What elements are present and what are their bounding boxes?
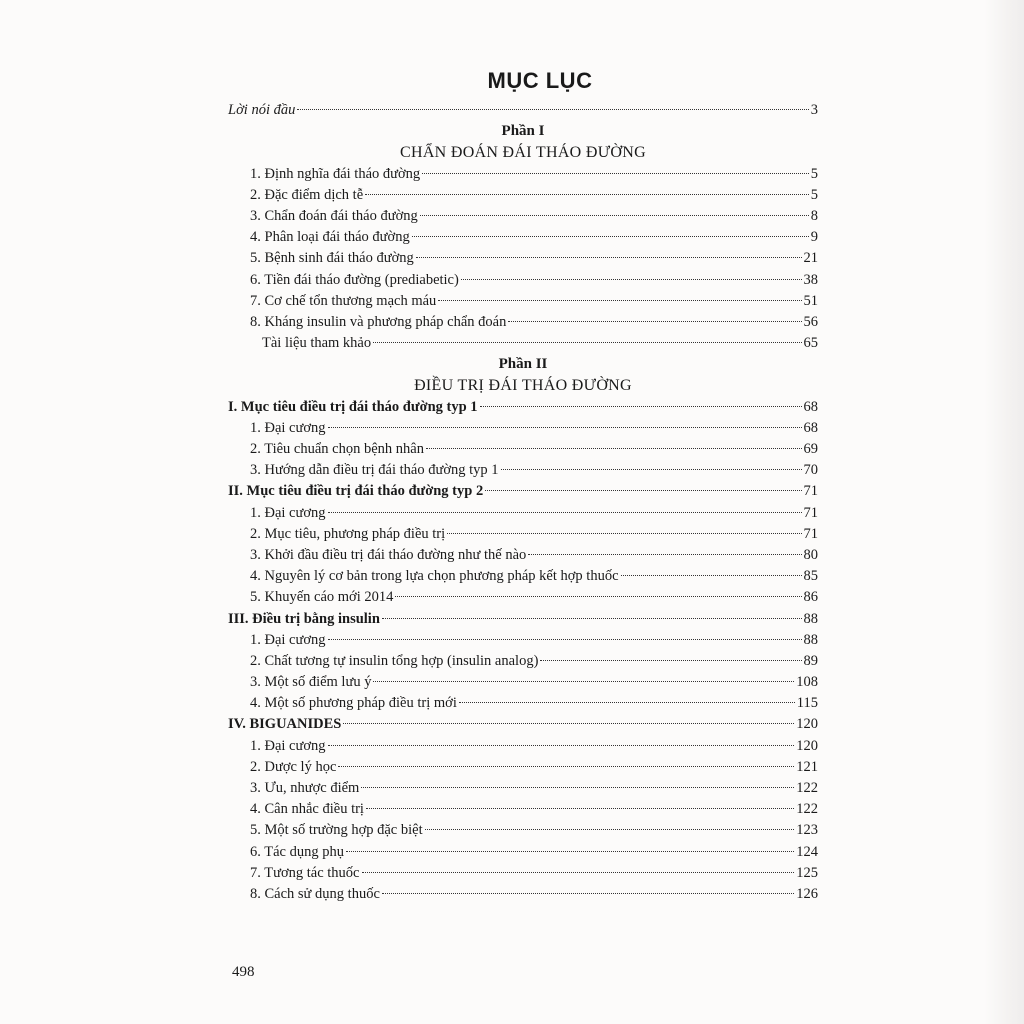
toc-entry[interactable] xyxy=(228,757,818,778)
dot-leader xyxy=(373,342,801,343)
toc-page-number: 86 xyxy=(803,589,818,606)
toc-section-label: IV. BIGUANIDES xyxy=(228,716,342,733)
dot-leader xyxy=(426,448,802,449)
toc-entry[interactable] xyxy=(228,418,818,439)
toc-entry[interactable] xyxy=(228,227,818,248)
toc-entry-label: 7. Cơ chế tổn thương mạch máu xyxy=(250,292,437,309)
toc-section[interactable] xyxy=(228,609,818,630)
toc-entry[interactable] xyxy=(228,587,818,608)
dot-leader xyxy=(361,787,794,788)
dot-leader xyxy=(447,533,801,534)
toc-entry[interactable] xyxy=(228,312,818,333)
toc-page-number: 38 xyxy=(803,271,818,288)
dot-leader xyxy=(328,512,802,513)
toc-entry[interactable] xyxy=(228,270,818,291)
toc-entry[interactable] xyxy=(228,248,818,269)
dot-leader xyxy=(422,173,809,174)
toc-entry-label: 3. Chẩn đoán đái tháo đường xyxy=(250,207,418,224)
toc-entry-label: 2. Tiêu chuẩn chọn bệnh nhân xyxy=(250,441,424,457)
toc-page-number: 5 xyxy=(810,165,818,182)
toc-entry-label: 3. Hướng dẫn điều trị đái tháo đường typ 1 xyxy=(250,462,499,479)
toc-entry-label: 5. Bệnh sinh đái tháo đường xyxy=(250,250,414,267)
toc-entry[interactable] xyxy=(228,884,818,905)
toc-page-number: 71 xyxy=(803,525,818,542)
page-number-footer: 498 xyxy=(232,964,255,980)
toc-page-number: 70 xyxy=(803,462,818,479)
dot-leader xyxy=(366,808,794,809)
toc-entry[interactable] xyxy=(228,503,818,524)
toc-entry[interactable] xyxy=(228,842,818,863)
toc-page-number: 108 xyxy=(796,674,818,691)
toc-page-number: 69 xyxy=(803,441,818,457)
dot-leader xyxy=(461,279,802,280)
dot-leader xyxy=(346,851,794,852)
toc-section[interactable] xyxy=(228,481,818,502)
page-title: MỤC LỤC xyxy=(487,68,593,93)
toc-entry-label: 4. Một số phương pháp điều trị mới xyxy=(250,695,457,712)
toc-entry[interactable] xyxy=(228,672,818,693)
dot-leader xyxy=(328,639,802,640)
toc-page-number: 8 xyxy=(810,207,818,224)
toc-page-number: 68 xyxy=(803,419,818,436)
toc-entry-label: 1. Đại cương xyxy=(250,504,326,521)
toc-page-number: 123 xyxy=(796,822,818,839)
dot-leader xyxy=(485,490,801,491)
toc-section-label: III. Điều trị bằng insulin xyxy=(228,610,380,627)
toc-entry-label: 7. Tương tác thuốc xyxy=(250,864,360,881)
dot-leader xyxy=(425,829,795,830)
dot-leader xyxy=(328,745,795,746)
toc-page-number: 51 xyxy=(803,292,818,309)
toc-page-number: 120 xyxy=(796,737,818,754)
toc-entry-label: 1. Đại cương xyxy=(250,419,326,436)
toc-entry[interactable] xyxy=(228,524,818,545)
dot-leader xyxy=(297,109,808,110)
toc-entry[interactable] xyxy=(228,291,818,312)
toc-entry-label: 5. Một số trường hợp đặc biệt xyxy=(250,822,423,839)
toc-entry-label: 2. Dược lý học xyxy=(250,758,337,775)
toc-entry-label: 8. Cách sử dụng thuốc xyxy=(250,885,380,902)
toc-entry-label: 2. Chất tương tự insulin tổng hợp (insulin analog) xyxy=(250,652,539,669)
toc-page-number: 126 xyxy=(796,885,818,902)
toc-entry-label: 3. Khởi đầu điều trị đái tháo đường như thế nào xyxy=(250,546,527,563)
dot-leader xyxy=(459,702,795,703)
dot-leader xyxy=(382,893,794,894)
toc-entry-label: 3. Ưu, nhược điểm xyxy=(250,780,360,796)
toc-entry[interactable] xyxy=(228,566,818,587)
toc-page-number: 56 xyxy=(803,313,818,330)
toc-entry-label: 4. Cân nhắc điều trị xyxy=(250,801,364,818)
toc-entry[interactable] xyxy=(228,863,818,884)
toc-entry-label: 1. Đại cương xyxy=(250,631,326,648)
toc-entry-label: 8. Kháng insulin và phương pháp chẩn đoán xyxy=(250,313,507,330)
dot-leader xyxy=(528,554,801,555)
toc-page-number: 85 xyxy=(803,568,818,585)
toc-entry[interactable] xyxy=(228,651,818,672)
toc-entry[interactable] xyxy=(228,736,818,757)
toc-entry[interactable] xyxy=(228,778,818,799)
dot-leader xyxy=(480,406,802,407)
toc-page-number: 88 xyxy=(803,610,818,627)
dot-leader xyxy=(501,469,802,470)
toc-page-number: 89 xyxy=(803,652,818,669)
toc-page-number: 65 xyxy=(803,335,818,352)
toc-entry[interactable] xyxy=(228,545,818,566)
page-edge-shadow xyxy=(984,0,1024,1024)
toc-page-number: 122 xyxy=(796,780,818,796)
toc-entry[interactable] xyxy=(228,630,818,651)
dot-leader xyxy=(438,300,801,301)
toc-page-number: 115 xyxy=(796,695,818,712)
toc-entry[interactable] xyxy=(228,185,818,206)
dot-leader xyxy=(343,723,794,724)
toc-entry-label: 5. Khuyến cáo mới 2014 xyxy=(250,589,394,606)
toc-entry-label: 6. Tác dụng phụ xyxy=(250,843,344,860)
toc-entry[interactable] xyxy=(228,439,818,460)
dot-leader xyxy=(395,596,801,597)
dot-leader xyxy=(416,257,802,258)
toc-entry-label: 4. Nguyên lý cơ bản trong lựa chọn phương pháp kết hợp thuốc xyxy=(250,568,619,585)
dot-leader xyxy=(420,215,809,216)
toc-page-number: 121 xyxy=(796,758,818,775)
toc-page-number: 122 xyxy=(796,801,818,818)
toc-entry[interactable] xyxy=(228,164,818,185)
toc-page-number: 88 xyxy=(803,631,818,648)
toc-entry[interactable] xyxy=(228,460,818,481)
toc-entry-label: 3. Một số điểm lưu ý xyxy=(250,674,372,691)
toc-entry[interactable] xyxy=(228,206,818,227)
dot-leader xyxy=(540,660,801,661)
toc-page-number: 21 xyxy=(803,250,818,267)
toc-section-label: I. Mục tiêu điều trị đái tháo đường typ 1 xyxy=(228,398,478,415)
part-1-title: CHẨN ĐOÁN ĐÁI THÁO ĐƯỜNG xyxy=(400,144,646,162)
toc-page-number: 120 xyxy=(796,716,818,733)
dot-leader xyxy=(412,236,809,237)
toc-entry-label: 2. Đặc điểm dịch tễ xyxy=(250,186,364,203)
dot-leader xyxy=(373,681,794,682)
dot-leader xyxy=(382,618,802,619)
toc-entry-label: 6. Tiền đái tháo đường (prediabetic) xyxy=(250,271,459,288)
toc-entry-references[interactable] xyxy=(228,333,818,354)
toc-section[interactable] xyxy=(228,714,818,735)
toc-page-number: 68 xyxy=(803,398,818,415)
toc-page-number: 5 xyxy=(810,186,818,203)
part-2-title: ĐIỀU TRỊ ĐÁI THÁO ĐƯỜNG xyxy=(414,377,632,395)
toc-page-number: 125 xyxy=(796,864,818,881)
toc-page-number: 124 xyxy=(796,843,818,860)
dot-leader xyxy=(365,194,809,195)
toc-entry-label: Tài liệu tham khảo xyxy=(262,335,372,352)
toc-entry[interactable] xyxy=(228,820,818,841)
toc-section-label: II. Mục tiêu điều trị đái tháo đường typ 2 xyxy=(228,483,484,500)
table-of-contents xyxy=(228,100,818,905)
toc-entry-label: Lời nói đầu xyxy=(228,102,296,118)
dot-leader xyxy=(621,575,802,576)
toc-page-number: 3 xyxy=(810,102,818,118)
toc-page-number: 71 xyxy=(803,483,818,500)
dot-leader xyxy=(508,321,801,322)
toc-entry-foreword[interactable] xyxy=(228,100,818,121)
dot-leader xyxy=(338,766,794,767)
toc-entry-label: 1. Định nghĩa đái tháo đường xyxy=(250,165,421,182)
dot-leader xyxy=(328,427,802,428)
toc-page-number: 9 xyxy=(810,229,818,246)
toc-entry-label: 4. Phân loại đái tháo đường xyxy=(250,229,410,246)
toc-page-number: 80 xyxy=(803,546,818,563)
part-1-label: Phần I xyxy=(501,123,545,140)
dot-leader xyxy=(362,872,795,873)
toc-entry-label: 1. Đại cương xyxy=(250,737,326,754)
toc-section[interactable] xyxy=(228,397,818,418)
toc-entry-label: 2. Mục tiêu, phương pháp điều trị xyxy=(250,525,446,542)
toc-page-number: 71 xyxy=(803,504,818,521)
toc-entry[interactable] xyxy=(228,799,818,820)
part-2-label: Phần II xyxy=(498,356,548,373)
toc-entry[interactable] xyxy=(228,693,818,714)
